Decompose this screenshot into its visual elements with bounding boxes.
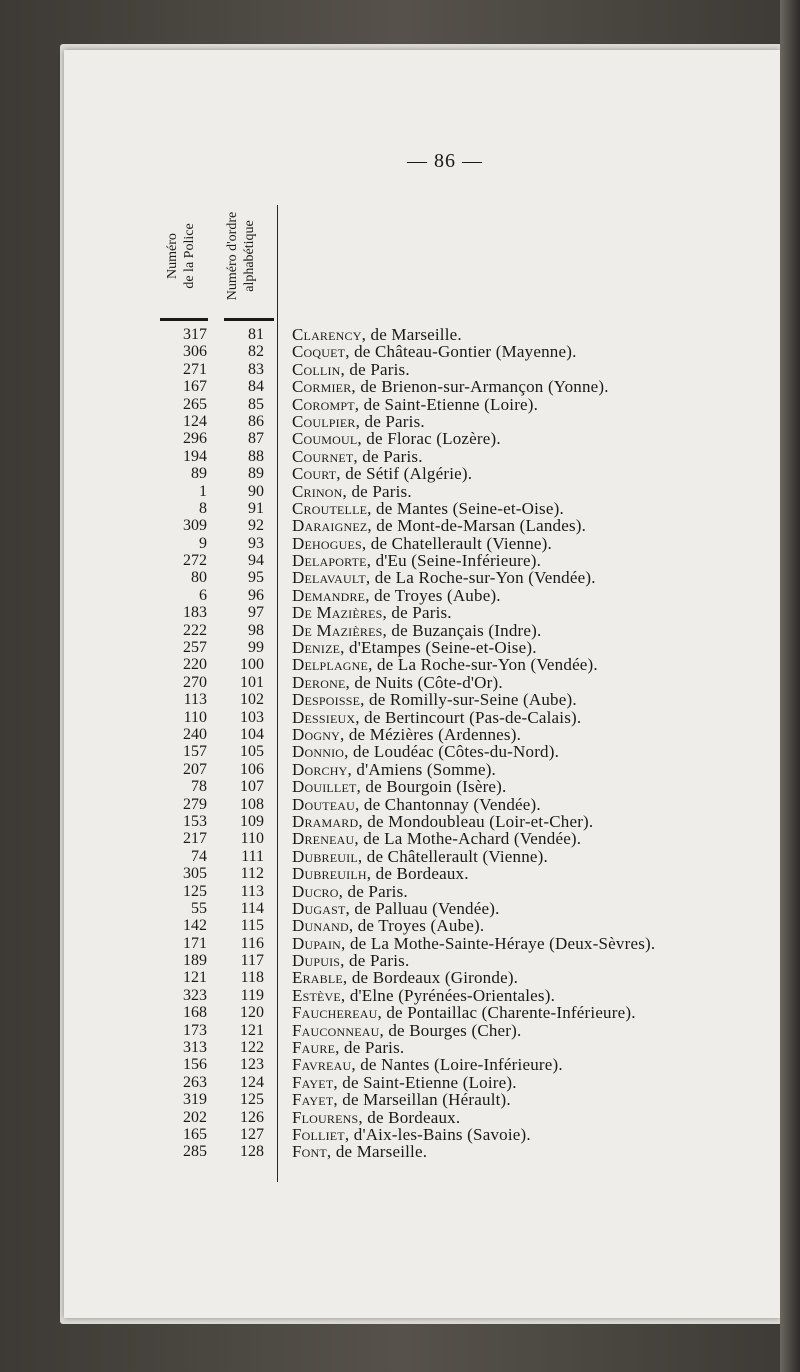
police-number: 222 bbox=[183, 621, 207, 639]
entry-text bbox=[292, 1074, 517, 1091]
origin: , de La Mothe-Sainte-Héraye (Deux-Sèvres). bbox=[341, 933, 656, 953]
police-number: 306 bbox=[183, 343, 207, 361]
table-row bbox=[0, 500, 780, 517]
alphabetical-number: 101 bbox=[240, 673, 264, 691]
table-row bbox=[0, 917, 780, 934]
table-row bbox=[0, 378, 780, 395]
surname: Delaporte bbox=[292, 551, 367, 571]
entry-text bbox=[292, 448, 423, 465]
table-row bbox=[0, 709, 780, 726]
table-row bbox=[0, 761, 780, 778]
surname: Demandre bbox=[292, 585, 366, 605]
alphabetical-number: 91 bbox=[248, 499, 264, 517]
police-number: 167 bbox=[183, 378, 207, 396]
surname: Court bbox=[292, 464, 337, 484]
entry-text bbox=[292, 709, 581, 726]
table-row bbox=[0, 569, 780, 586]
origin: , de Romilly-sur-Seine (Aube). bbox=[360, 690, 577, 710]
police-number: 309 bbox=[183, 517, 207, 535]
table-row bbox=[0, 674, 780, 691]
origin: , d'Elne (Pyrénées-Orientales). bbox=[340, 985, 556, 1005]
origin: , d'Eu (Seine-Inférieure). bbox=[366, 551, 542, 571]
entry-text bbox=[292, 848, 548, 865]
table-row bbox=[0, 430, 780, 447]
surname: Denize bbox=[292, 638, 341, 658]
origin: , d'Aix-les-Bains (Savoie). bbox=[344, 1124, 531, 1144]
police-number: 6 bbox=[199, 586, 207, 604]
origin: , de Mont-de-Marsan (Landes). bbox=[367, 516, 587, 536]
entry-text bbox=[292, 761, 496, 778]
entry-text bbox=[292, 361, 410, 378]
entry-text bbox=[292, 656, 598, 673]
alphabetical-number: 99 bbox=[248, 639, 264, 657]
surname: Delavault bbox=[292, 568, 366, 588]
origin: , de Marseille. bbox=[326, 1142, 428, 1162]
surname: Flourens bbox=[292, 1107, 359, 1127]
origin: , de Troyes (Aube). bbox=[348, 916, 485, 936]
alphabetical-number: 113 bbox=[240, 882, 264, 900]
table-row bbox=[0, 448, 780, 465]
surname: Fauconneau bbox=[292, 1020, 380, 1040]
header-rule-police bbox=[160, 318, 208, 321]
police-number: 257 bbox=[183, 639, 207, 657]
table-row bbox=[0, 743, 780, 760]
alphabetical-number: 127 bbox=[240, 1125, 264, 1143]
origin: , de Mantes (Seine-et-Oise). bbox=[367, 498, 564, 518]
alphabetical-number: 102 bbox=[240, 691, 264, 709]
alphabetical-number: 125 bbox=[240, 1091, 264, 1109]
table-row bbox=[0, 517, 780, 534]
alphabetical-number: 90 bbox=[248, 482, 264, 500]
police-number: 113 bbox=[183, 691, 207, 709]
alphabetical-number: 112 bbox=[240, 865, 264, 883]
surname: Dugast bbox=[292, 898, 346, 918]
entry-text bbox=[292, 413, 425, 430]
entry-text bbox=[292, 1039, 404, 1056]
table-row bbox=[0, 396, 780, 413]
surname: Crinon bbox=[292, 481, 343, 501]
police-number: 271 bbox=[183, 360, 207, 378]
police-number: 240 bbox=[183, 725, 207, 743]
alphabetical-number: 116 bbox=[240, 934, 264, 952]
table-row bbox=[0, 987, 780, 1004]
table-row bbox=[0, 1074, 780, 1091]
alphabetical-number: 95 bbox=[248, 569, 264, 587]
surname: Coulpier bbox=[292, 411, 356, 431]
origin: , de Château-Gontier (Mayenne). bbox=[345, 342, 577, 362]
page-number: — 86 — bbox=[407, 150, 483, 172]
surname: Derone bbox=[292, 672, 346, 692]
surname: Dunand bbox=[292, 916, 349, 936]
table-row bbox=[0, 1091, 780, 1108]
surname: Fayet bbox=[292, 1090, 334, 1110]
police-number: 263 bbox=[183, 1073, 207, 1091]
alphabetical-number: 114 bbox=[240, 899, 264, 917]
alphabetical-number: 83 bbox=[248, 360, 264, 378]
police-number: 157 bbox=[183, 743, 207, 761]
origin: , de Bourgoin (Isère). bbox=[356, 777, 507, 797]
alphabetical-number: 103 bbox=[240, 708, 264, 726]
origin: , de Paris. bbox=[355, 411, 425, 431]
origin: , de Buzançais (Indre). bbox=[382, 620, 542, 640]
origin: , d'Etampes (Seine-et-Oise). bbox=[340, 638, 537, 658]
surname: Ducro bbox=[292, 881, 339, 901]
origin: , de Paris. bbox=[338, 881, 408, 901]
alphabetical-number: 110 bbox=[240, 830, 264, 848]
surname: De Mazières bbox=[292, 620, 383, 640]
entry-text bbox=[292, 743, 559, 760]
column-header-police-line1: Numéro bbox=[165, 233, 180, 279]
alphabetical-number: 82 bbox=[248, 343, 264, 361]
police-number: 265 bbox=[183, 395, 207, 413]
origin: , de La Roche-sur-Yon (Vendée). bbox=[365, 568, 596, 588]
police-number: 207 bbox=[183, 760, 207, 778]
entry-text bbox=[292, 813, 593, 830]
table-row bbox=[0, 969, 780, 986]
entry-text bbox=[292, 430, 501, 447]
table-row bbox=[0, 935, 780, 952]
table-row bbox=[0, 796, 780, 813]
table-row bbox=[0, 535, 780, 552]
police-number: 279 bbox=[183, 795, 207, 813]
police-number: 317 bbox=[183, 326, 207, 343]
table-row bbox=[0, 413, 780, 430]
police-number: 55 bbox=[191, 899, 207, 917]
entry-text bbox=[292, 587, 501, 604]
table-row bbox=[0, 830, 780, 847]
surname: Corompt bbox=[292, 394, 355, 414]
entry-text bbox=[292, 326, 462, 343]
table-row bbox=[0, 900, 780, 917]
police-number: 285 bbox=[183, 1143, 207, 1161]
entry-text bbox=[292, 674, 503, 691]
origin: , de Bourges (Cher). bbox=[379, 1020, 522, 1040]
entry-text bbox=[292, 465, 472, 482]
police-number: 220 bbox=[183, 656, 207, 674]
origin: , de Paris. bbox=[342, 481, 412, 501]
alphabetical-number: 108 bbox=[240, 795, 264, 813]
table-row bbox=[0, 1022, 780, 1039]
alphabetical-number: 118 bbox=[240, 969, 264, 987]
surname: Fayet bbox=[292, 1072, 334, 1092]
police-number: 183 bbox=[183, 604, 207, 622]
alphabetical-number: 100 bbox=[240, 656, 264, 674]
table-row bbox=[0, 778, 780, 795]
surname: Dupain bbox=[292, 933, 342, 953]
police-number: 319 bbox=[183, 1091, 207, 1109]
police-number: 78 bbox=[191, 778, 207, 796]
police-number: 156 bbox=[183, 1056, 207, 1074]
origin: , de Pontaillac (Charente-Inférieure). bbox=[377, 1003, 636, 1023]
surname: Dessieux bbox=[292, 707, 356, 727]
origin: , de Châtellerault (Vienne). bbox=[357, 846, 548, 866]
entry-text bbox=[292, 1004, 636, 1021]
entry-text bbox=[292, 1143, 427, 1160]
entry-text bbox=[292, 865, 469, 882]
origin: , de Chatellerault (Vienne). bbox=[361, 533, 552, 553]
surname: Coumoul bbox=[292, 429, 358, 449]
surname: Donnio bbox=[292, 742, 345, 762]
entry-text bbox=[292, 987, 555, 1004]
entry-text bbox=[292, 1022, 521, 1039]
table-row bbox=[0, 691, 780, 708]
surname: Cournet bbox=[292, 446, 354, 466]
table-row bbox=[0, 361, 780, 378]
alphabetical-number: 109 bbox=[240, 812, 264, 830]
entry-text bbox=[292, 883, 408, 900]
table-row bbox=[0, 848, 780, 865]
column-header-alpha-line1: Numéro d'ordre bbox=[225, 211, 240, 301]
table-row bbox=[0, 622, 780, 639]
police-number: 171 bbox=[183, 934, 207, 952]
origin: , de Paris. bbox=[382, 603, 452, 623]
surname: Erable bbox=[292, 968, 343, 988]
alphabetical-number: 81 bbox=[248, 326, 264, 343]
table-row bbox=[0, 1126, 780, 1143]
surname: Dubreuilh bbox=[292, 864, 367, 884]
surname: Fauchereau bbox=[292, 1003, 378, 1023]
book-spine-edge bbox=[780, 0, 800, 1372]
origin: , de Bertincourt (Pas-de-Calais). bbox=[355, 707, 582, 727]
alphabetical-number: 126 bbox=[240, 1108, 264, 1126]
surname: Clarency bbox=[292, 325, 362, 344]
origin: , de Loudéac (Côtes-du-Nord). bbox=[344, 742, 560, 762]
police-number: 110 bbox=[183, 708, 207, 726]
entry-text bbox=[292, 917, 484, 934]
surname: Croutelle bbox=[292, 498, 368, 518]
table-row bbox=[0, 343, 780, 360]
surname: Delplagne bbox=[292, 655, 369, 675]
entry-text bbox=[292, 535, 552, 552]
surname: Favreau bbox=[292, 1055, 352, 1075]
origin: , de Nantes (Loire-Inférieure). bbox=[351, 1055, 563, 1075]
surname: De Mazières bbox=[292, 603, 383, 623]
surname: Font bbox=[292, 1142, 327, 1162]
entry-text bbox=[292, 639, 537, 656]
table-row bbox=[0, 656, 780, 673]
police-number: 80 bbox=[191, 569, 207, 587]
table-row bbox=[0, 483, 780, 500]
origin: , de Paris. bbox=[335, 1038, 405, 1058]
police-number: 168 bbox=[183, 1004, 207, 1022]
table-row bbox=[0, 639, 780, 656]
entry-text bbox=[292, 1126, 531, 1143]
alphabetical-number: 119 bbox=[240, 986, 264, 1004]
surname: Cormier bbox=[292, 377, 352, 397]
police-number: 121 bbox=[183, 969, 207, 987]
origin: , de Marseille. bbox=[361, 325, 462, 344]
alphabetical-number: 120 bbox=[240, 1004, 264, 1022]
table-row bbox=[0, 1143, 780, 1160]
alphabetical-number: 106 bbox=[240, 760, 264, 778]
origin: , de Bordeaux. bbox=[366, 864, 469, 884]
surname: Douteau bbox=[292, 794, 356, 814]
police-number: 305 bbox=[183, 865, 207, 883]
police-number: 142 bbox=[183, 917, 207, 935]
alphabetical-number: 94 bbox=[248, 552, 264, 570]
police-number: 296 bbox=[183, 430, 207, 448]
table-row bbox=[0, 1109, 780, 1126]
table-row bbox=[0, 726, 780, 743]
table-row bbox=[0, 604, 780, 621]
police-number: 272 bbox=[183, 552, 207, 570]
police-number: 9 bbox=[199, 534, 207, 552]
column-header-alpha-line2: alphabétique bbox=[242, 220, 257, 292]
police-number: 8 bbox=[199, 499, 207, 517]
police-number: 153 bbox=[183, 812, 207, 830]
surname: Collin bbox=[292, 359, 341, 379]
entry-text bbox=[292, 778, 507, 795]
police-number: 165 bbox=[183, 1125, 207, 1143]
origin: , de Palluau (Vendée). bbox=[345, 898, 500, 918]
table-row bbox=[0, 883, 780, 900]
entry-text bbox=[292, 691, 577, 708]
entry-text bbox=[292, 1091, 511, 1108]
table-row bbox=[0, 326, 780, 343]
police-number: 194 bbox=[183, 447, 207, 465]
table-row bbox=[0, 587, 780, 604]
origin: , de Brienon-sur-Armançon (Yonne). bbox=[351, 377, 609, 397]
surname: Estève bbox=[292, 985, 341, 1005]
origin: , de Paris. bbox=[340, 951, 410, 971]
alphabetical-number: 98 bbox=[248, 621, 264, 639]
column-header-alpha bbox=[224, 196, 258, 316]
header-rule-alpha bbox=[224, 318, 274, 321]
table-row bbox=[0, 865, 780, 882]
entry-text bbox=[292, 830, 581, 847]
origin: , de Marseillan (Hérault). bbox=[333, 1090, 511, 1110]
origin: , de Nuits (Côte-d'Or). bbox=[345, 672, 503, 692]
surname: Coquet bbox=[292, 342, 346, 362]
origin: , de Mondoubleau (Loir-et-Cher). bbox=[358, 811, 594, 831]
origin: , de Mézières (Ardennes). bbox=[339, 724, 522, 744]
police-number: 74 bbox=[191, 847, 207, 865]
register-list bbox=[0, 326, 780, 1161]
alphabetical-number: 115 bbox=[240, 917, 264, 935]
alphabetical-number: 111 bbox=[241, 847, 264, 865]
police-number: 323 bbox=[183, 986, 207, 1004]
column-header-police bbox=[164, 196, 198, 316]
table-row bbox=[0, 1004, 780, 1021]
alphabetical-number: 86 bbox=[248, 412, 264, 430]
column-header-police-line2: de la Police bbox=[182, 223, 197, 289]
entry-text bbox=[292, 483, 412, 500]
origin: , de Florac (Lozère). bbox=[357, 429, 501, 449]
origin: , de Chantonnay (Vendée). bbox=[355, 794, 541, 814]
origin: , de La Roche-sur-Yon (Vendée). bbox=[368, 655, 598, 675]
entry-text bbox=[292, 396, 538, 413]
surname: Faure bbox=[292, 1038, 336, 1058]
origin: , de Paris. bbox=[353, 446, 423, 466]
surname: Dorchy bbox=[292, 759, 348, 779]
entry-text bbox=[292, 935, 655, 952]
alphabetical-number: 85 bbox=[248, 395, 264, 413]
entry-text bbox=[292, 969, 518, 986]
police-number: 217 bbox=[183, 830, 207, 848]
table-row bbox=[0, 465, 780, 482]
entry-text bbox=[292, 569, 596, 586]
origin: , de Saint-Etienne (Loire). bbox=[354, 394, 539, 414]
alphabetical-number: 93 bbox=[248, 534, 264, 552]
police-number: 189 bbox=[183, 952, 207, 970]
alphabetical-number: 117 bbox=[240, 952, 264, 970]
entry-text bbox=[292, 1056, 563, 1073]
alphabetical-number: 96 bbox=[248, 586, 264, 604]
alphabetical-number: 122 bbox=[240, 1039, 264, 1057]
origin: , d'Amiens (Somme). bbox=[347, 759, 497, 779]
entry-text bbox=[292, 1109, 460, 1126]
alphabetical-number: 105 bbox=[240, 743, 264, 761]
alphabetical-number: 121 bbox=[240, 1021, 264, 1039]
police-number: 202 bbox=[183, 1108, 207, 1126]
entry-text bbox=[292, 622, 541, 639]
surname: Dreneau bbox=[292, 829, 355, 849]
origin: , de Paris. bbox=[340, 359, 410, 379]
surname: Dogny bbox=[292, 724, 340, 744]
entry-text bbox=[292, 500, 564, 517]
table-row bbox=[0, 1056, 780, 1073]
entry-text bbox=[292, 900, 500, 917]
entry-text bbox=[292, 517, 586, 534]
table-row bbox=[0, 952, 780, 969]
surname: Dubreuil bbox=[292, 846, 358, 866]
alphabetical-number: 92 bbox=[248, 517, 264, 535]
surname: Daraignez bbox=[292, 516, 368, 536]
origin: , de Bordeaux (Gironde). bbox=[342, 968, 519, 988]
entry-text bbox=[292, 343, 577, 360]
table-row bbox=[0, 1039, 780, 1056]
police-number: 89 bbox=[191, 465, 207, 483]
table-row bbox=[0, 552, 780, 569]
entry-text bbox=[292, 552, 541, 569]
origin: , de Saint-Etienne (Loire). bbox=[333, 1072, 517, 1092]
alphabetical-number: 104 bbox=[240, 725, 264, 743]
surname: Despoisse bbox=[292, 690, 361, 710]
alphabetical-number: 89 bbox=[248, 465, 264, 483]
alphabetical-number: 124 bbox=[240, 1073, 264, 1091]
alphabetical-number: 107 bbox=[240, 778, 264, 796]
alphabetical-number: 88 bbox=[248, 447, 264, 465]
origin: , de La Mothe-Achard (Vendée). bbox=[354, 829, 582, 849]
entry-text bbox=[292, 952, 409, 969]
entry-text bbox=[292, 604, 452, 621]
origin: , de Sétif (Algérie). bbox=[336, 464, 473, 484]
police-number: 313 bbox=[183, 1039, 207, 1057]
surname: Dramard bbox=[292, 811, 359, 831]
police-number: 124 bbox=[183, 412, 207, 430]
surname: Dehogues bbox=[292, 533, 362, 553]
origin: , de Bordeaux. bbox=[358, 1107, 461, 1127]
entry-text bbox=[292, 726, 521, 743]
alphabetical-number: 97 bbox=[248, 604, 264, 622]
police-number: 1 bbox=[199, 482, 207, 500]
table-row bbox=[0, 813, 780, 830]
alphabetical-number: 128 bbox=[240, 1143, 264, 1161]
entry-text bbox=[292, 796, 541, 813]
alphabetical-number: 123 bbox=[240, 1056, 264, 1074]
police-number: 270 bbox=[183, 673, 207, 691]
origin: , de Troyes (Aube). bbox=[365, 585, 501, 605]
surname: Folliet bbox=[292, 1124, 345, 1144]
police-number: 173 bbox=[183, 1021, 207, 1039]
surname: Dupuis bbox=[292, 951, 341, 971]
alphabetical-number: 84 bbox=[248, 378, 264, 396]
entry-text bbox=[292, 378, 609, 395]
alphabetical-number: 87 bbox=[248, 430, 264, 448]
surname: Douillet bbox=[292, 777, 357, 797]
police-number: 125 bbox=[183, 882, 207, 900]
